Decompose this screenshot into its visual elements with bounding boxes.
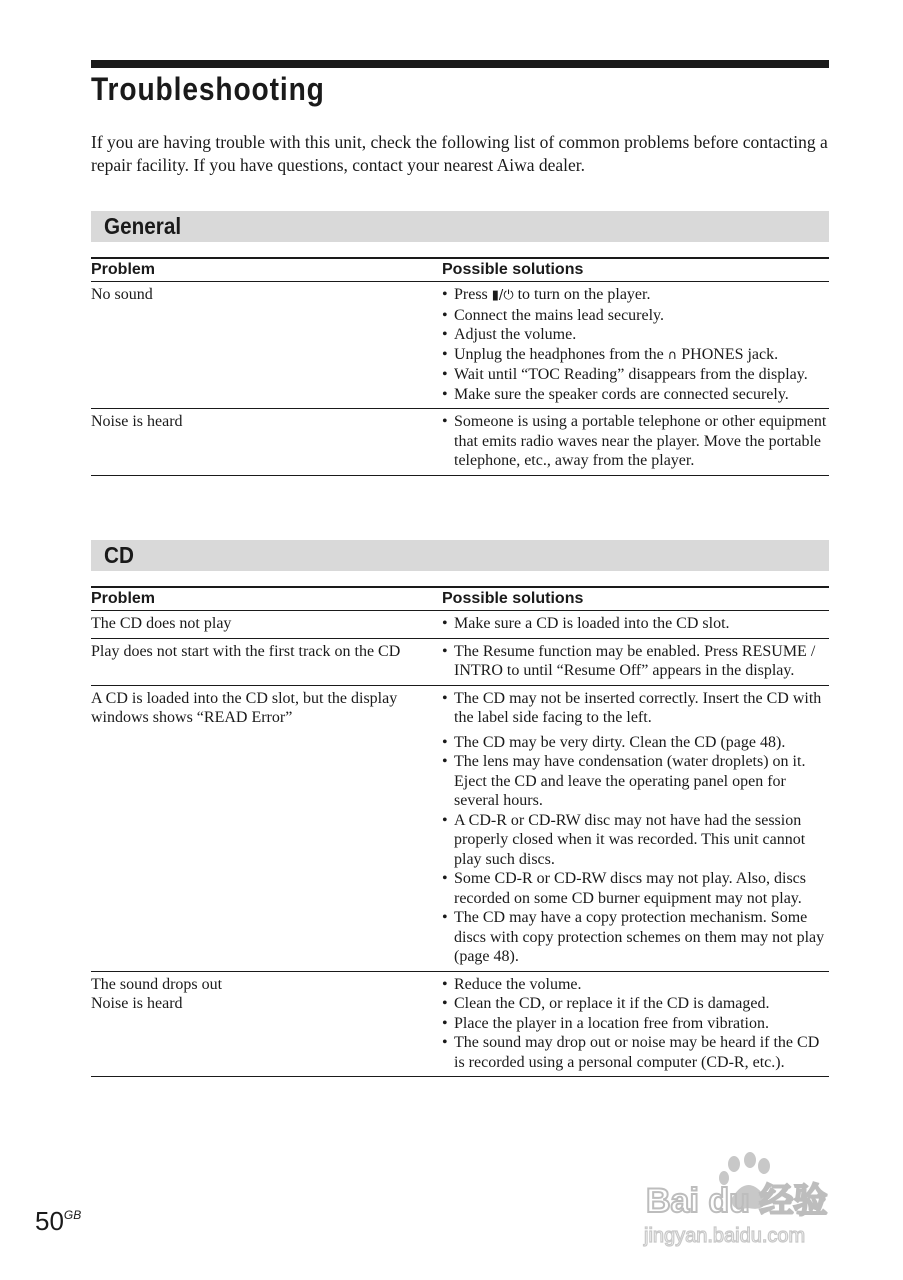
column-header-solutions: Possible solutions	[442, 590, 584, 607]
section-heading-cd: CD	[104, 542, 134, 568]
solution-item: • Reduce the volume.	[442, 975, 829, 995]
solutions-cell	[442, 642, 829, 681]
table-row	[91, 611, 829, 638]
problem-cell	[91, 689, 442, 967]
solution-item: • The lens may have condensation (water droplets) on it. Eject the CD and leave the operating panel open for several hours.	[442, 752, 829, 811]
solution-item: • Someone is using a portable telephone or other equipment that emits radio waves near the player. Move the portable telephone, etc., away from the player.	[442, 412, 829, 471]
solution-item: • Press ▮/⏻ to turn on the player.	[442, 285, 829, 306]
page-title: Troubleshooting	[91, 71, 325, 107]
solution-item: • The Resume function may be enabled. Press RESUME / INTRO to until “Resume Off” appears in the display.	[442, 642, 829, 681]
title-rule	[91, 60, 829, 68]
solutions-list	[442, 975, 829, 1073]
page-number-value: 50	[35, 1206, 64, 1236]
table-row	[91, 971, 829, 1077]
solution-item: • Adjust the volume.	[442, 325, 829, 345]
column-header-solutions: Possible solutions	[442, 261, 584, 278]
solution-item: • Some CD-R or CD-RW discs may not play. Also, discs recorded on some CD burner equipment may not play.	[442, 869, 829, 908]
power-icon: ▮/⏻	[491, 288, 514, 303]
solutions-cell	[442, 412, 829, 471]
solutions-list	[442, 689, 829, 967]
problem-text: Play does not start with the first track on the CD	[91, 642, 401, 660]
problem-text: Noise is heard	[91, 995, 183, 1012]
solution-item: • The CD may be very dirty. Clean the CD (page 48).	[442, 733, 829, 753]
table-row	[91, 685, 829, 971]
solution-item: • The CD may not be inserted correctly. Insert the CD with the label side facing to the left.	[442, 689, 829, 728]
solutions-list	[442, 614, 829, 634]
solution-item: • Place the player in a location free from vibration.	[442, 1014, 829, 1034]
problem-cell	[91, 614, 442, 634]
table-row	[91, 638, 829, 685]
headphones-icon: ∩	[667, 347, 678, 363]
cd-table	[91, 586, 829, 1077]
section-band-general	[91, 211, 829, 242]
solutions-list	[442, 642, 829, 681]
problem-text: The CD does not play	[91, 615, 232, 632]
table-row	[91, 282, 829, 408]
problem-cell	[91, 975, 442, 1073]
solutions-cell	[442, 285, 829, 404]
table-row	[91, 408, 829, 475]
solution-item: • The CD may have a copy protection mechanism. Some discs with copy protection schemes on them may not play (page 48).	[442, 908, 829, 967]
general-rows	[91, 282, 829, 475]
problem-text: Noise is heard	[91, 413, 183, 430]
column-header-problem: Problem	[91, 261, 156, 278]
solutions-list	[442, 412, 829, 471]
solution-item: • Unplug the headphones from the ∩ PHONES jack.	[442, 345, 829, 366]
solution-item: • Clean the CD, or replace it if the CD is damaged.	[442, 994, 829, 1014]
solutions-cell	[442, 975, 829, 1073]
page-number-suffix: GB	[63, 1208, 82, 1222]
section-heading-general: General	[104, 213, 182, 239]
problem-cell	[91, 642, 442, 681]
table-header	[91, 588, 829, 611]
watermark-url: jingyan.baidu.com	[644, 1225, 806, 1247]
problem-cell	[91, 285, 442, 404]
cd-rows	[91, 611, 829, 1076]
solution-item: • Connect the mains lead securely.	[442, 306, 829, 326]
watermark-brand: Bai du 经验	[646, 1182, 828, 1220]
solution-item: • The sound may drop out or noise may be heard if the CD is recorded using a personal computer (CD-R, etc.).	[442, 1033, 829, 1072]
problem-text: A CD is loaded into the CD slot, but the display windows shows “READ Error”	[91, 689, 398, 726]
solutions-list	[442, 285, 829, 404]
section-band-cd	[91, 540, 829, 571]
solution-item: • Wait until “TOC Reading” disappears from the display.	[442, 365, 829, 385]
problem-cell	[91, 412, 442, 471]
solution-item: • A CD-R or CD-RW disc may not have had the session properly closed when it was recorded. This unit cannot play such discs.	[442, 811, 829, 870]
column-header-problem: Problem	[91, 590, 156, 607]
solution-item: • Make sure the speaker cords are connected securely.	[442, 385, 829, 405]
general-table	[91, 257, 829, 476]
baidu-watermark-logo	[642, 1150, 847, 1250]
table-header	[91, 259, 829, 282]
intro-paragraph: If you are having trouble with this unit, check the following list of common problems before contacting a repair facility. If you have questions, contact your nearest Aiwa dealer.	[91, 132, 828, 175]
problem-text: The sound drops out	[91, 975, 223, 993]
solution-item: • Make sure a CD is loaded into the CD slot.	[442, 614, 829, 634]
solutions-cell	[442, 614, 829, 634]
page-number	[35, 1206, 81, 1237]
problem-text: No sound	[91, 286, 153, 303]
solutions-cell	[442, 689, 829, 967]
